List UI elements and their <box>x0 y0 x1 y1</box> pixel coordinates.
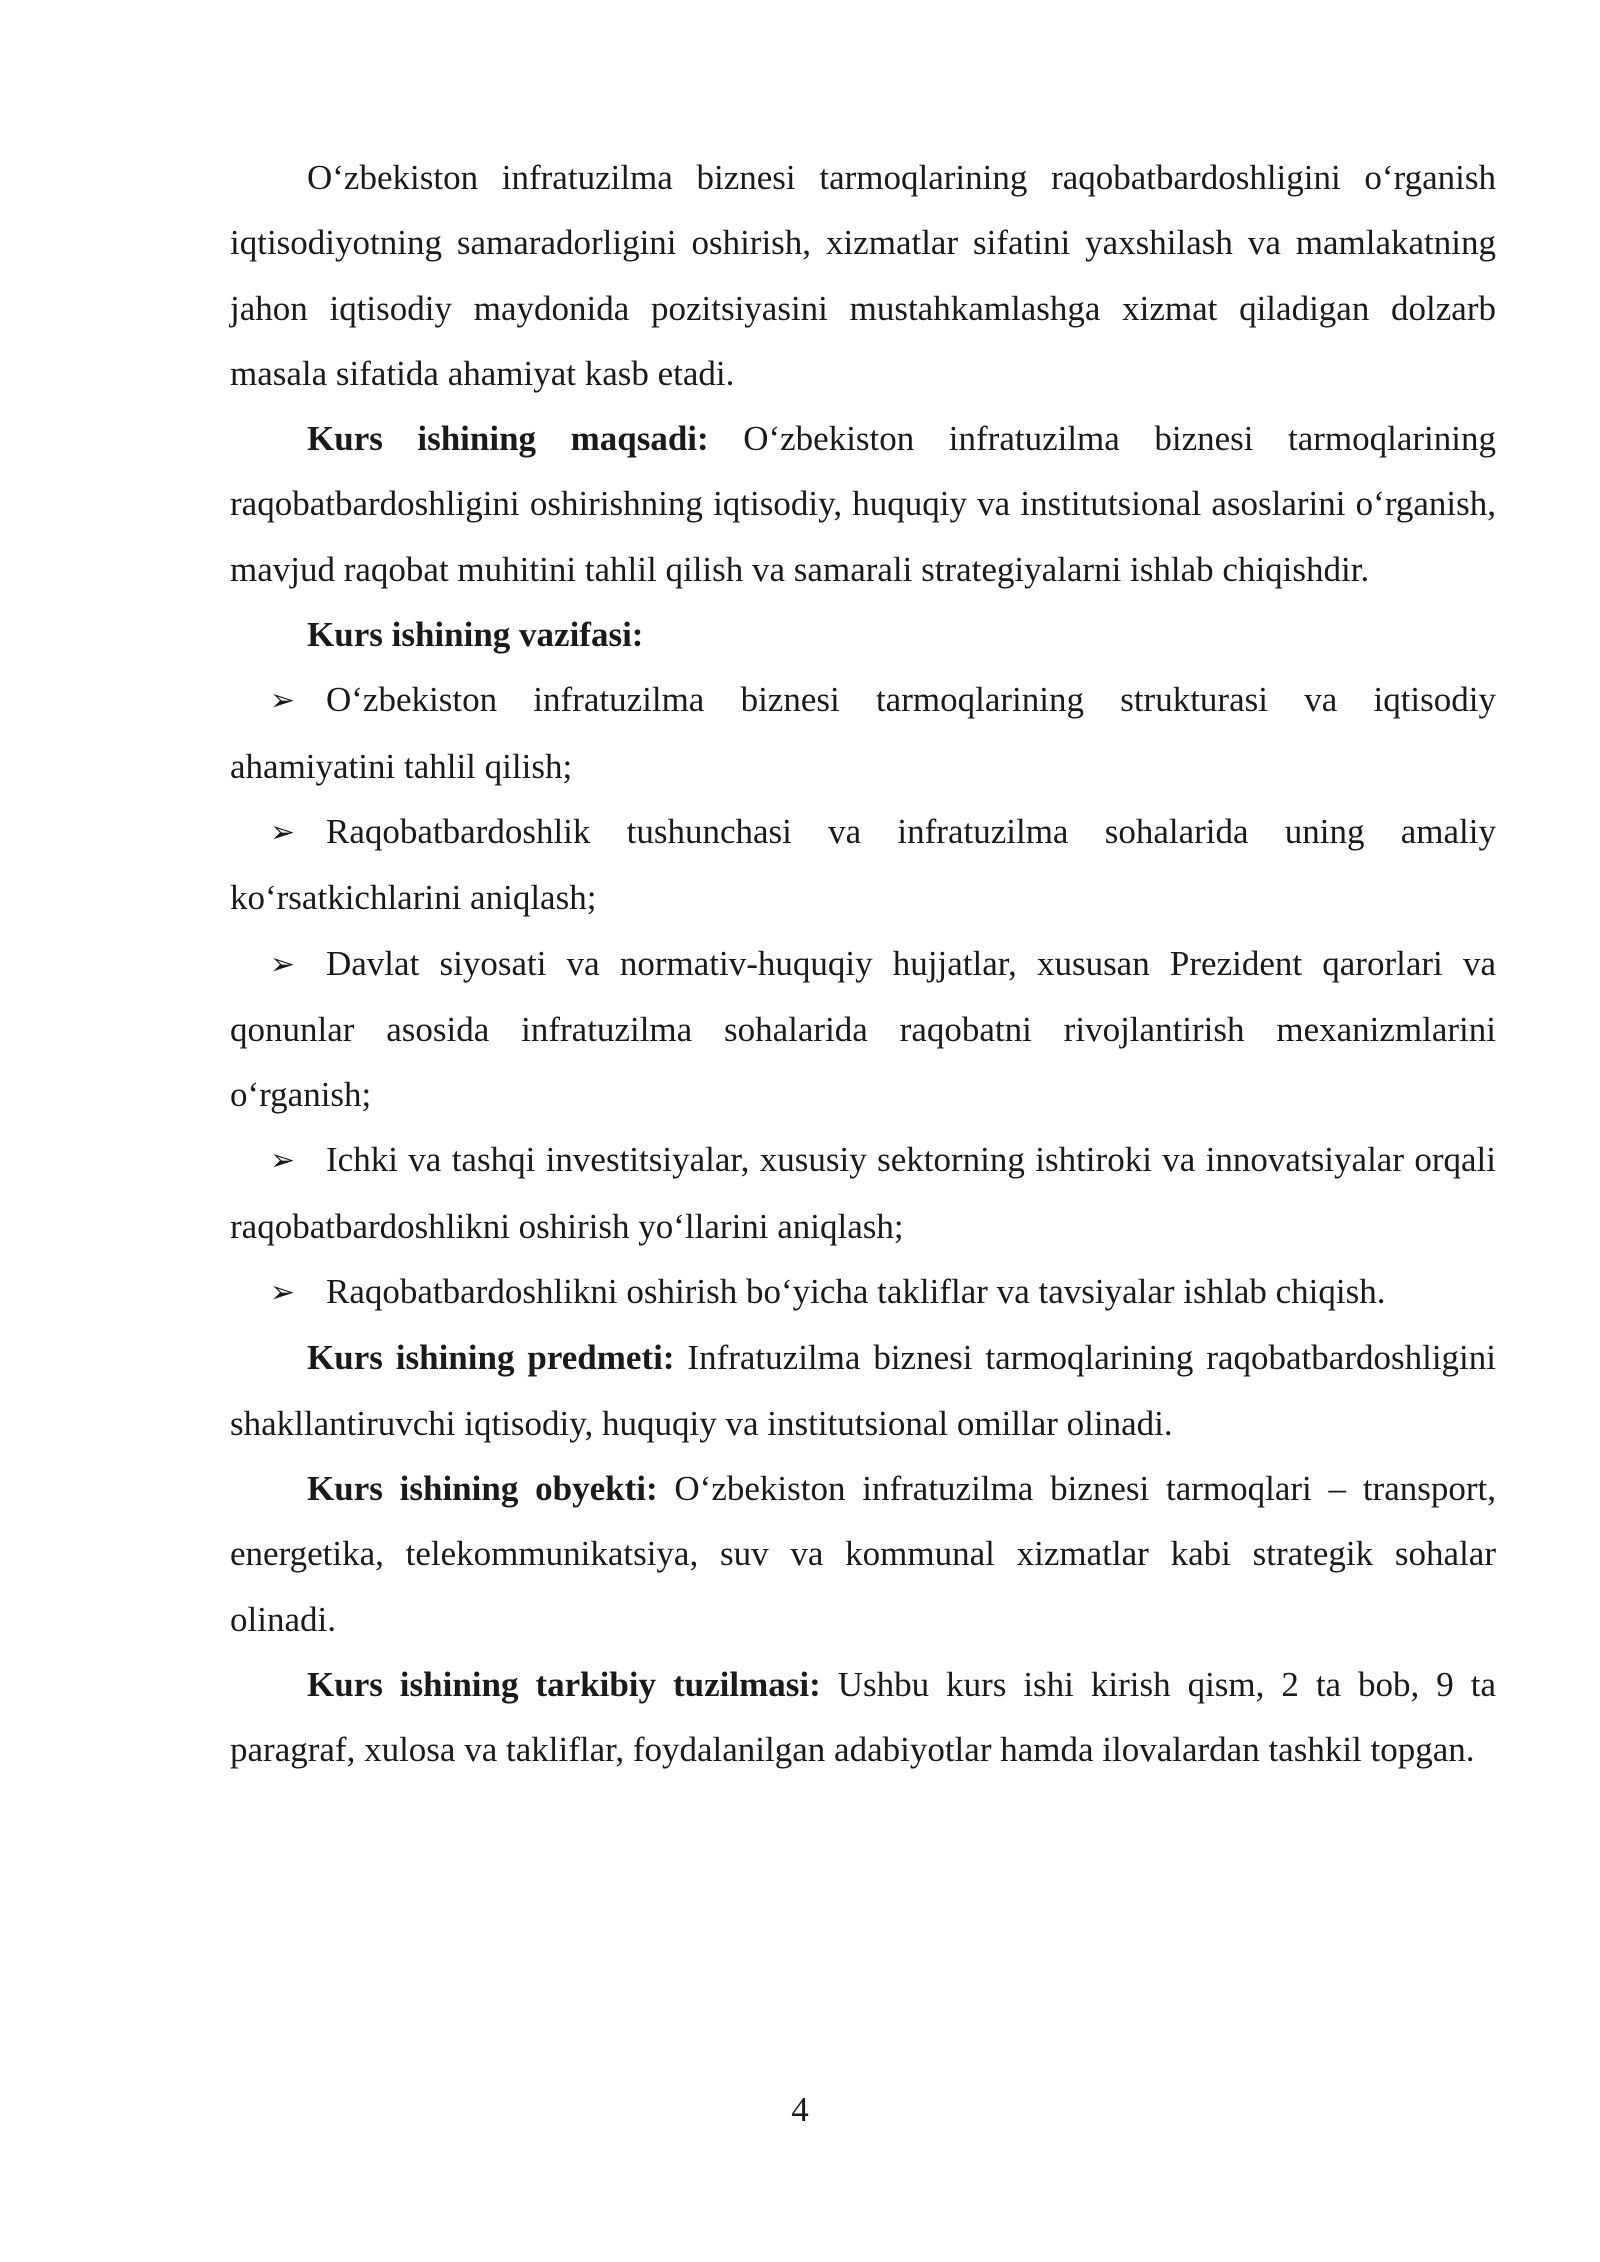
task-item <box>230 667 1496 799</box>
subject-paragraph <box>230 1325 1496 1456</box>
arrow-bullet-icon: ➢ <box>270 1276 296 1310</box>
task-text: Raqobatbardoshlikni oshirish bo‘yicha takliflar va tavsiyalar ishlab chiqish. <box>326 1272 1386 1312</box>
page-number: 4 <box>791 2090 809 2129</box>
object-text: O‘zbekiston infratuzilma biznesi tarmoqlari – transport, energetika, telekommunikatsiya, suv va kommunal xizmatlar kabi strategik sohalar olinadi. <box>230 1468 1496 1639</box>
tasks-label: Kurs ishining vazifasi: <box>307 615 644 655</box>
task-text: Davlat siyosati va normativ-huquqiy hujjatlar, xususan Prezident qarorlari va qonunlar asosida infratuzilma sohalarida raqobatni rivojlantirish mexanizmlarini o‘rganish; <box>230 943 1496 1115</box>
subject-text: Infratuzilma biznesi tarmoqlarining raqobatbardoshligini shakllantiruvchi iqtisodiy, huquqiy va institutsional omillar olinadi. <box>230 1338 1496 1443</box>
tasks-heading <box>230 602 1496 667</box>
structure-label: Kurs ishining tarkibiy tuzilmasi: <box>307 1664 821 1704</box>
arrow-bullet-icon: ➢ <box>270 684 296 718</box>
subject-label: Kurs ishining predmeti: <box>307 1338 675 1378</box>
structure-text: Ushbu kurs ishi kirish qism, 2 ta bob, 9 ta paragraf, xulosa va takliflar, foydalanilgan adabiyotlar hamda ilovalardan tashkil topgan. <box>230 1664 1496 1770</box>
object-label: Kurs ishining obyekti: <box>307 1468 658 1508</box>
task-item <box>230 799 1496 931</box>
task-item <box>230 931 1496 1128</box>
document-body <box>230 145 1496 1782</box>
task-text: Raqobatbardoshlik tushunchasi va infratuzilma sohalarida uning amaliy ko‘rsatkichlarini aniqlash; <box>230 811 1496 918</box>
task-item <box>230 1259 1496 1325</box>
purpose-paragraph <box>230 406 1496 602</box>
task-text: O‘zbekiston infratuzilma biznesi tarmoqlarining strukturasi va iqtisodiy ahamiyatini tahlil qilish; <box>230 680 1496 786</box>
arrow-bullet-icon: ➢ <box>270 947 296 981</box>
structure-paragraph <box>230 1652 1496 1783</box>
task-item <box>230 1127 1496 1259</box>
arrow-bullet-icon: ➢ <box>270 815 296 849</box>
arrow-bullet-icon: ➢ <box>270 1144 296 1178</box>
task-text: Ichki va tashqi investitsiyalar, xususiy sektorning ishtiroki va innovatsiyalar orqali raqobatbardoshlikni oshirish yo‘llarini aniqlash; <box>230 1140 1496 1246</box>
object-paragraph <box>230 1456 1496 1652</box>
intro-paragraph: O‘zbekiston infratuzilma biznesi tarmoqlarining raqobatbardoshligini o‘rganish iqtisodiyotning samaradorligini oshirish, xizmatlar sifatini yaxshilash va mamlakatning jahon iqtisodiy maydonida pozitsiyasini mustahkamlashga xizmat qiladigan dolzarb masala sifatida ahamiyat kasb etadi. <box>230 158 1496 393</box>
purpose-text: O‘zbekiston infratuzilma biznesi tarmoqlarining raqobatbardoshligini oshirishning iqtisodiy, huquqiy va institutsional asoslarini o‘rganish, mavjud raqobat muhitini tahlil qilish va samarali strategiyalarni ishlab chiqishdir. <box>230 419 1496 589</box>
purpose-label: Kurs ishining maqsadi: <box>307 419 709 459</box>
